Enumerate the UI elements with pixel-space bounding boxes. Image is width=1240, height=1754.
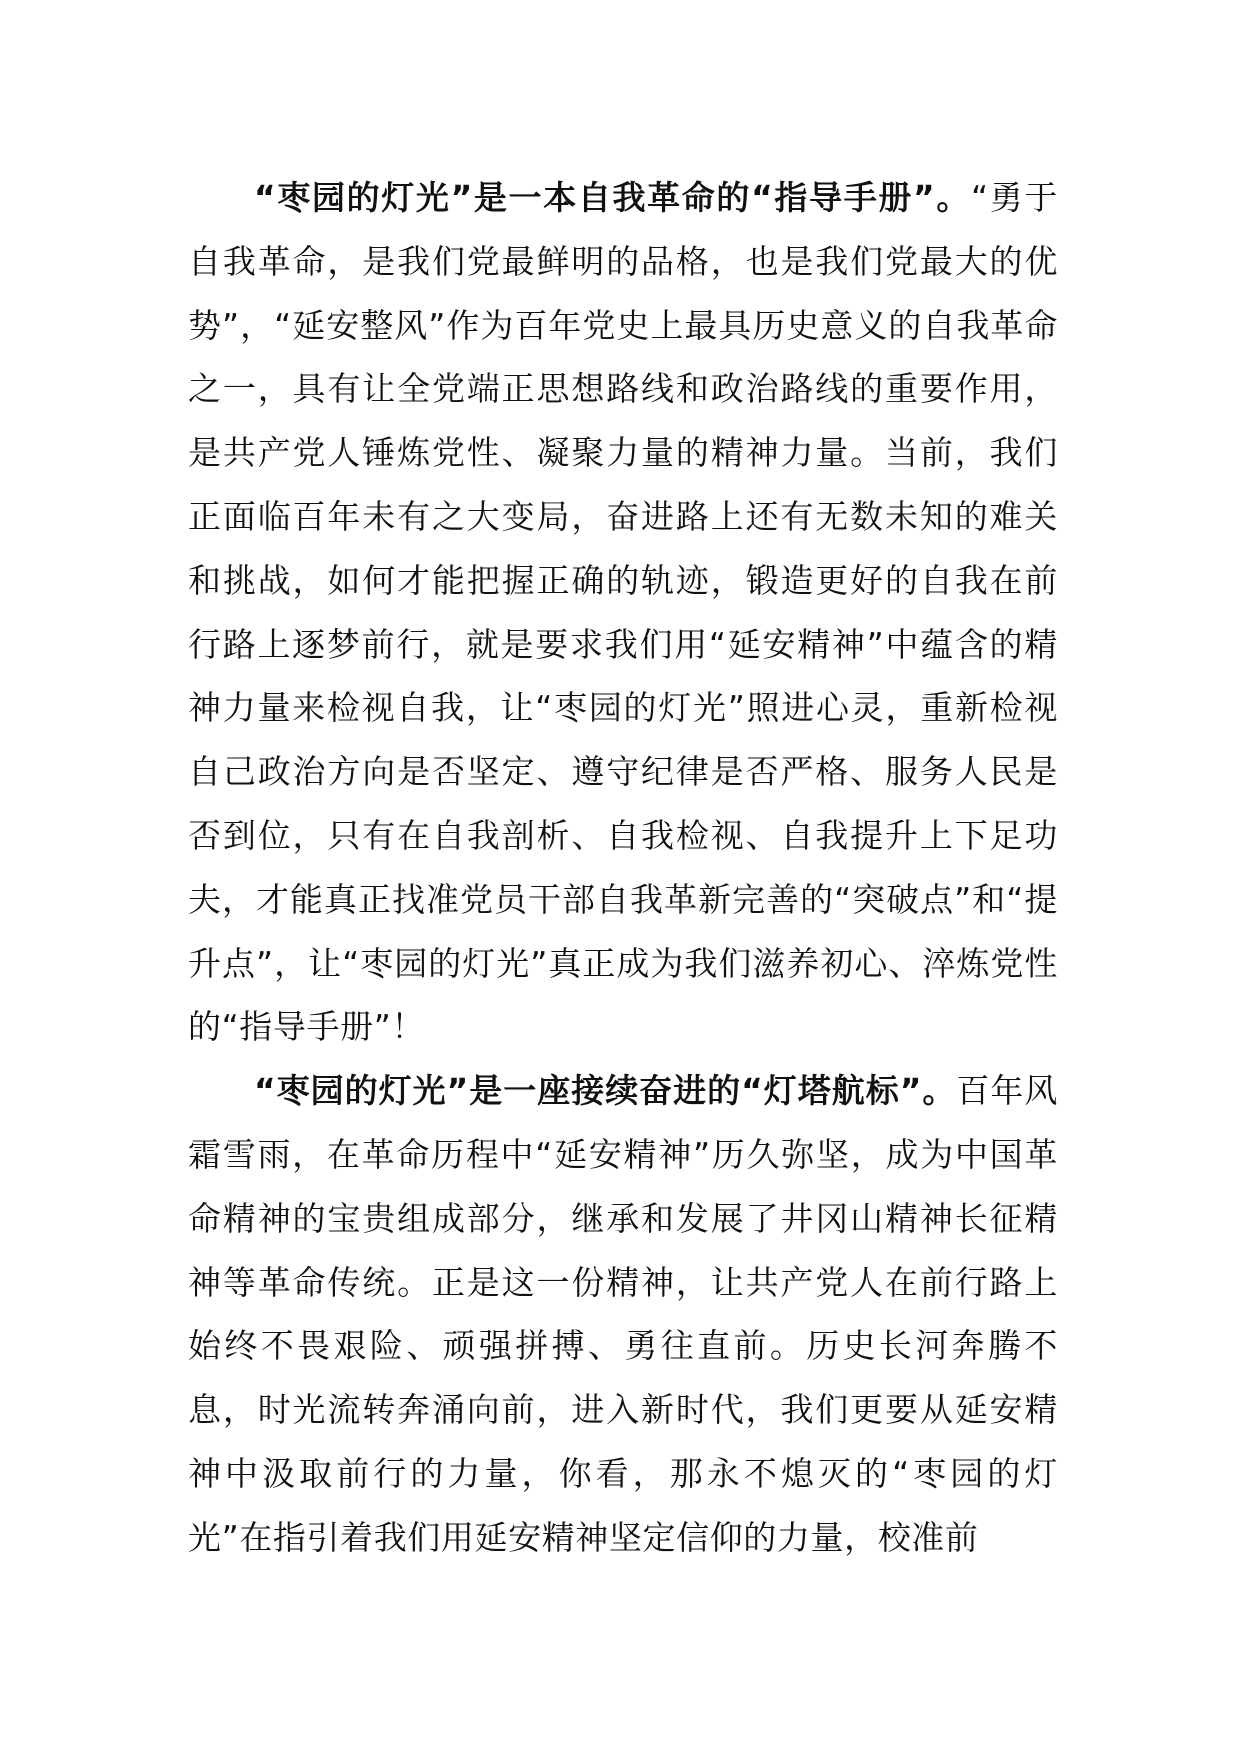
document-page (188, 166, 1058, 1570)
paragraph-guide-handbook (188, 166, 1058, 1059)
paragraph-body-text: 百年风霜雪雨，在革命历程中“延安精神”历久弥坚，成为中国革命精神的宝贵组成部分，继承和发展了井冈山精神长征精神等革命传统。正是这一份精神，让共产党人在前行路上始终不畏艰险、顽强拼搏、勇往直前。历史长河奔腾不息，时光流转奔涌向前，进入新时代，我们更要从延安精神中汲取前行的力量，你看，那永不熄灭的“枣园的灯光”在指引着我们用延安精神坚定信仰的力量，校准前 (188, 1071, 1058, 1557)
paragraph-lead-heading: “枣园的灯光”是一本自我革命的“指导手册”。 (254, 178, 971, 217)
paragraph-lead-heading: “枣园的灯光”是一座接续奋进的“灯塔航标”。 (254, 1071, 957, 1111)
paragraph-lighthouse-beacon (188, 1059, 1058, 1569)
paragraph-body-text: “勇于自我革命，是我们党最鲜明的品格，也是我们党最大的优势”，“延安整风”作为百年党史上最具历史意义的自我革命之一，具有让全党端正思想路线和政治路线的重要作用，是共产党人锤炼党性、凝聚力量的精神力量。当前，我们正面临百年未有之大变局，奋进路上还有无数未知的难关和挑战，如何才能把握正确的轨迹，锻造更好的自我在前行路上逐梦前行，就是要求我们用“延安精神”中蕴含的精神力量来检视自我，让“枣园的灯光”照进心灵，重新检视自己政治方向是否坚定、遵守纪律是否严格、服务人民是否到位，只有在自我剖析、自我检视、自我提升上下足功夫，才能真正找准党员干部自我革新完善的“突破点”和“提升点”，让“枣园的灯光”真正成为我们滋养初心、淬炼党性的“指导手册”！ (188, 178, 1058, 1047)
